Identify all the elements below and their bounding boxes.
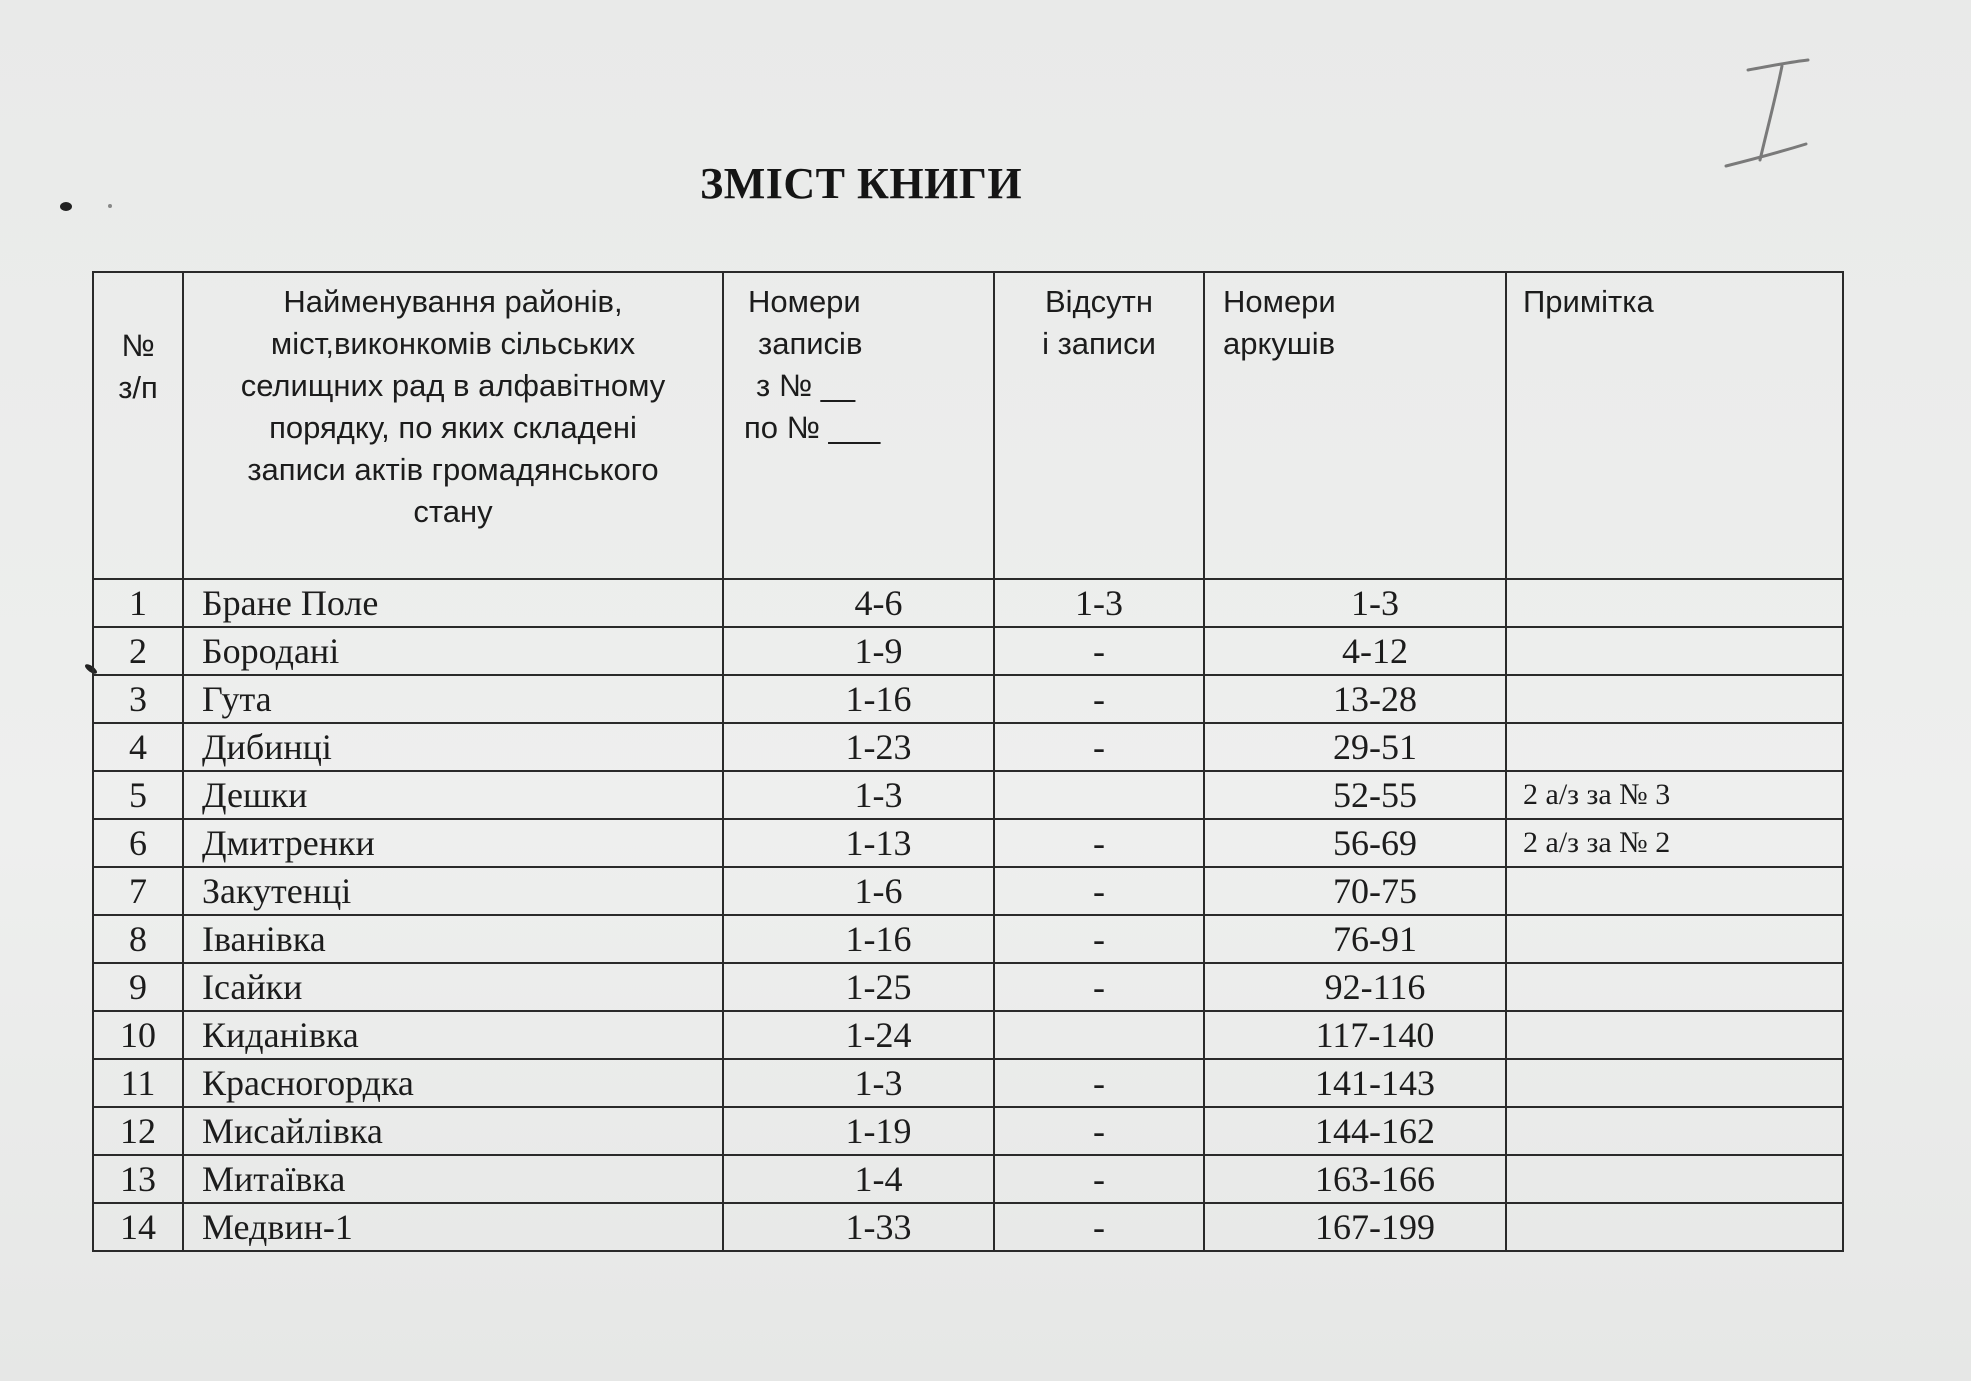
table-row [93, 723, 1843, 771]
cell-missing-records: - [994, 1155, 1204, 1203]
cell-record-numbers: 1-3 [723, 771, 994, 819]
cell-name: Киданівка [183, 1011, 723, 1059]
cell-record-numbers: 1-24 [723, 1011, 994, 1059]
cell-name: Митаївка [183, 1155, 723, 1203]
cell-note [1506, 915, 1843, 963]
cell-missing-records: - [994, 819, 1204, 867]
cell-note: 2 а/з за № 2 [1506, 819, 1843, 867]
cell-note [1506, 963, 1843, 1011]
cell-missing-records: - [994, 867, 1204, 915]
cell-number: 1 [93, 579, 183, 627]
cell-number: 11 [93, 1059, 183, 1107]
cell-missing-records: - [994, 723, 1204, 771]
cell-note [1506, 1203, 1843, 1251]
table-row [93, 915, 1843, 963]
cell-sheet-numbers: 29-51 [1204, 723, 1506, 771]
cell-sheet-numbers: 56-69 [1204, 819, 1506, 867]
cell-name: Іванівка [183, 915, 723, 963]
cell-record-numbers: 1-33 [723, 1203, 994, 1251]
cell-number: 5 [93, 771, 183, 819]
cell-note [1506, 579, 1843, 627]
cell-sheet-numbers: 76-91 [1204, 915, 1506, 963]
column-header-number: № з/п [93, 272, 183, 579]
cell-number: 12 [93, 1107, 183, 1155]
table-body [93, 579, 1843, 1251]
contents-table [92, 271, 1844, 1252]
cell-missing-records: - [994, 675, 1204, 723]
table-row [93, 819, 1843, 867]
cell-number: 10 [93, 1011, 183, 1059]
cell-name: Закутенці [183, 867, 723, 915]
cell-sheet-numbers: 92-116 [1204, 963, 1506, 1011]
cell-number: 13 [93, 1155, 183, 1203]
cell-name: Дмитренки [183, 819, 723, 867]
cell-number: 14 [93, 1203, 183, 1251]
cell-sheet-numbers: 52-55 [1204, 771, 1506, 819]
cell-name: Мисайлівка [183, 1107, 723, 1155]
column-header-missing-records: Відсутн і записи [994, 272, 1204, 579]
cell-record-numbers: 1-16 [723, 675, 994, 723]
cell-number: 4 [93, 723, 183, 771]
cell-name: Медвин-1 [183, 1203, 723, 1251]
cell-note: 2 а/з за № 3 [1506, 771, 1843, 819]
cell-note [1506, 1155, 1843, 1203]
cell-number: 6 [93, 819, 183, 867]
table-row [93, 627, 1843, 675]
cell-record-numbers: 1-13 [723, 819, 994, 867]
cell-note [1506, 675, 1843, 723]
cell-note [1506, 1059, 1843, 1107]
cell-record-numbers: 1-19 [723, 1107, 994, 1155]
cell-record-numbers: 1-25 [723, 963, 994, 1011]
cell-name: Гута [183, 675, 723, 723]
cell-note [1506, 723, 1843, 771]
cell-number: 8 [93, 915, 183, 963]
cell-sheet-numbers: 13-28 [1204, 675, 1506, 723]
cell-missing-records [994, 771, 1204, 819]
column-header-note: Примітка [1506, 272, 1843, 579]
cell-sheet-numbers: 167-199 [1204, 1203, 1506, 1251]
cell-record-numbers: 4-6 [723, 579, 994, 627]
cell-number: 3 [93, 675, 183, 723]
cell-missing-records: - [994, 915, 1204, 963]
cell-sheet-numbers: 141-143 [1204, 1059, 1506, 1107]
column-header-record-numbers: Номери записів з № __ по № ___ [723, 272, 994, 579]
cell-name: Бране Поле [183, 579, 723, 627]
cell-name: Дибинці [183, 723, 723, 771]
table-row [93, 1011, 1843, 1059]
cell-record-numbers: 1-23 [723, 723, 994, 771]
cell-name: Ісайки [183, 963, 723, 1011]
cell-record-numbers: 1-3 [723, 1059, 994, 1107]
table-row [93, 1059, 1843, 1107]
cell-note [1506, 1107, 1843, 1155]
cell-missing-records: - [994, 1203, 1204, 1251]
table-row [93, 1155, 1843, 1203]
cell-missing-records: - [994, 1107, 1204, 1155]
cell-sheet-numbers: 117-140 [1204, 1011, 1506, 1059]
cell-name: Дешки [183, 771, 723, 819]
cell-note [1506, 867, 1843, 915]
column-header-name: Найменування районів, міст,виконкомів сільських селищних рад в алфавітному порядку, по яких складені записи актів громадянського стану [183, 272, 723, 579]
cell-sheet-numbers: 1-3 [1204, 579, 1506, 627]
table-row [93, 867, 1843, 915]
cell-name: Красногордка [183, 1059, 723, 1107]
cell-sheet-numbers: 4-12 [1204, 627, 1506, 675]
cell-number: 9 [93, 963, 183, 1011]
cell-record-numbers: 1-16 [723, 915, 994, 963]
cell-missing-records: 1-3 [994, 579, 1204, 627]
ink-speck [60, 202, 72, 211]
cell-sheet-numbers: 144-162 [1204, 1107, 1506, 1155]
table-row [93, 675, 1843, 723]
table-row [93, 963, 1843, 1011]
cell-missing-records: - [994, 963, 1204, 1011]
table-row [93, 1107, 1843, 1155]
column-header-sheet-numbers: Номери аркушів [1204, 272, 1506, 579]
cell-missing-records: - [994, 627, 1204, 675]
handwritten-roman-numeral-mark [1720, 56, 1815, 176]
table-row [93, 1203, 1843, 1251]
cell-sheet-numbers: 70-75 [1204, 867, 1506, 915]
cell-note [1506, 627, 1843, 675]
cell-number: 7 [93, 867, 183, 915]
ink-speck [108, 204, 112, 208]
cell-missing-records [994, 1011, 1204, 1059]
table-row [93, 771, 1843, 819]
page-title: ЗМІСТ КНИГИ [700, 159, 1023, 208]
cell-missing-records: - [994, 1059, 1204, 1107]
cell-number: 2 [93, 627, 183, 675]
table-row [93, 579, 1843, 627]
cell-record-numbers: 1-6 [723, 867, 994, 915]
cell-record-numbers: 1-4 [723, 1155, 994, 1203]
cell-note [1506, 1011, 1843, 1059]
cell-sheet-numbers: 163-166 [1204, 1155, 1506, 1203]
cell-record-numbers: 1-9 [723, 627, 994, 675]
table-header-row [93, 272, 1843, 579]
cell-name: Бородані [183, 627, 723, 675]
